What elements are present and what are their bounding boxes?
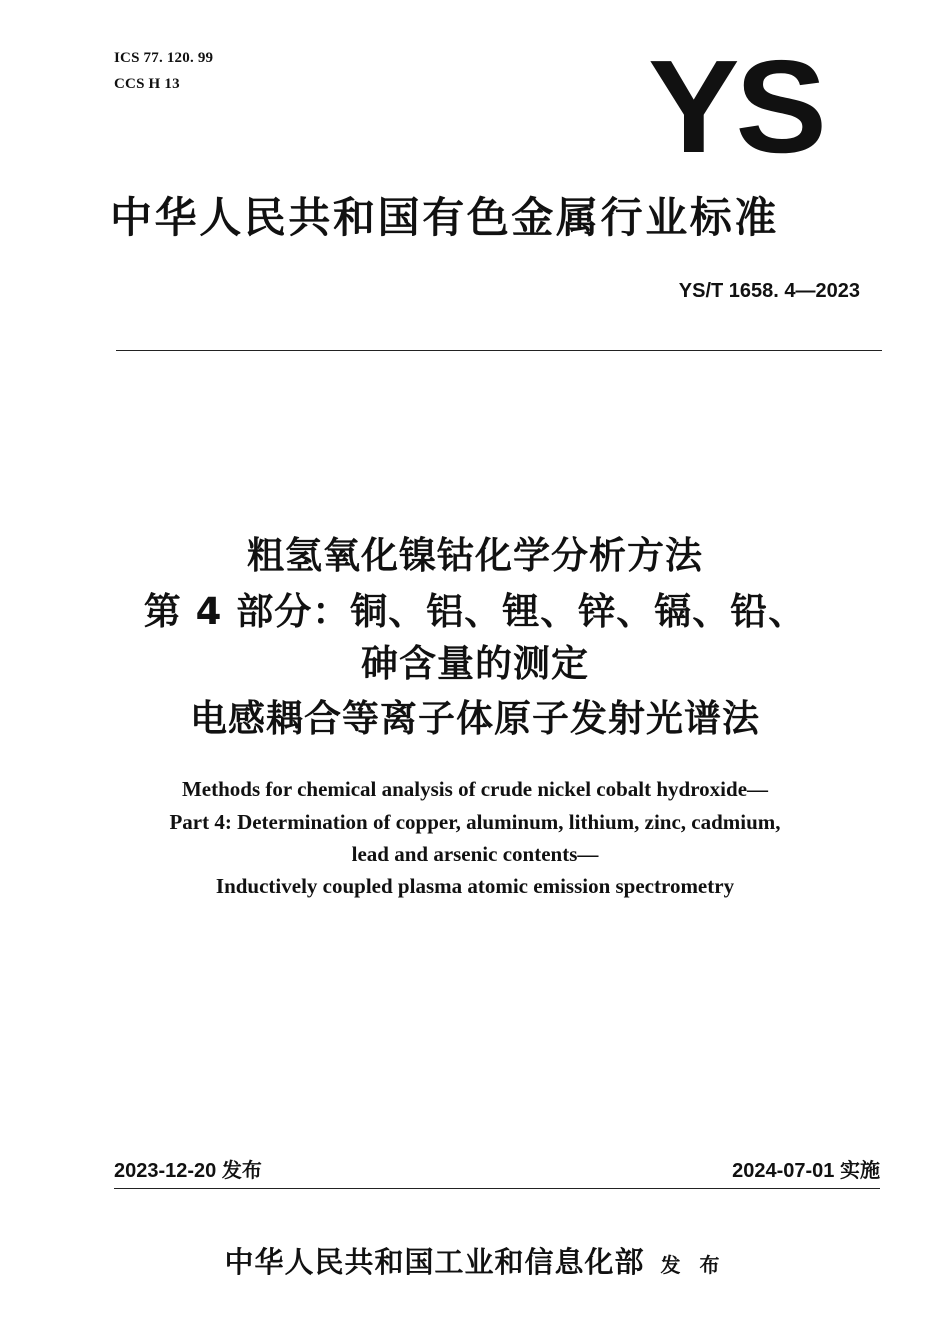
- organization-title: 中华人民共和国有色金属行业标准: [110, 193, 780, 242]
- standard-number: YS/T 1658. 4—2023: [678, 280, 860, 302]
- english-title-line-3: lead and arsenic contents—: [351, 842, 599, 866]
- footer-divider: [114, 1188, 880, 1189]
- english-title-line-1: Methods for chemical analysis of crude nickel cobalt hydroxide—: [181, 777, 769, 801]
- ics-code: ICS 77. 120. 99: [114, 50, 214, 66]
- issuer: [0, 1242, 950, 1285]
- issuer-suffix: 发 布: [660, 1253, 726, 1277]
- chinese-title-line-1: 粗氢氧化镍钴化学分析方法: [247, 534, 703, 577]
- ccs-code: CCS H 13: [114, 76, 180, 92]
- header-divider: [116, 350, 882, 351]
- chinese-title-line-2: 第 4 部分：铜、铝、锂、锌、镉、铅、: [143, 590, 807, 633]
- issuer-name: 中华人民共和国工业和信息化部: [224, 1245, 645, 1279]
- chinese-title-line-3: 砷含量的测定: [361, 642, 589, 685]
- chinese-title-line-4: 电感耦合等离子体原子发射光谱法: [190, 697, 760, 740]
- ys-logo: YS: [648, 33, 823, 180]
- implementation-date: 2024-07-01 实施: [732, 1160, 880, 1182]
- english-title-line-2: Part 4: Determination of copper, aluminum, lithium, zinc, cadmium,: [169, 810, 781, 834]
- publication-date: 2023-12-20 发布: [114, 1160, 262, 1182]
- english-title-line-4: Inductively coupled plasma atomic emission spectrometry: [215, 874, 735, 898]
